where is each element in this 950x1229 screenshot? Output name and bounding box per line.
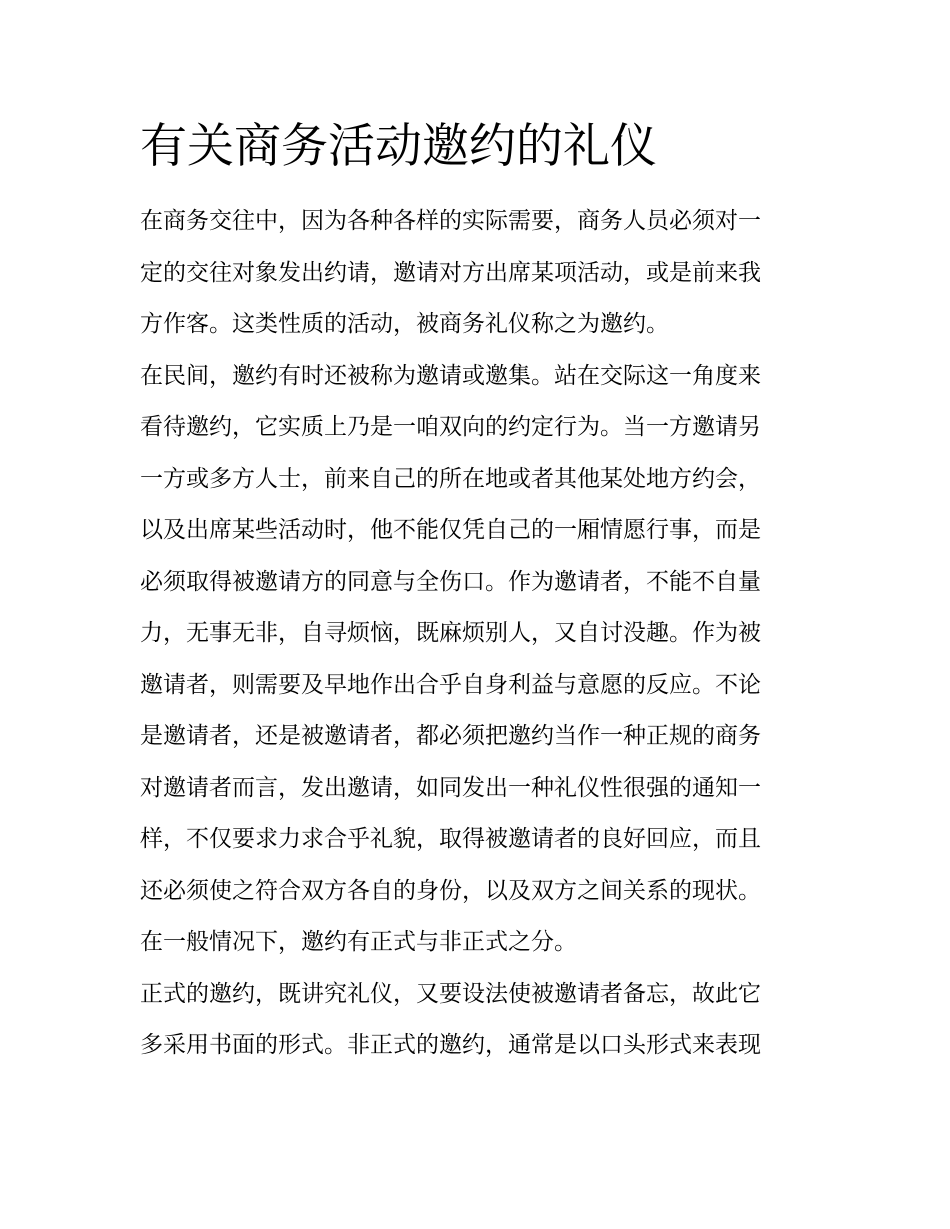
- text-line: 以及出席某些活动时，他不能仅凭自己的一厢情愿行事，而是: [140, 517, 761, 543]
- text-line: 定的交往对象发出约请，邀请对方出席某项活动，或是前来我: [140, 259, 761, 286]
- text-line: 看待邀约，它实质上乃是一咱双向的约定行为。当一方邀请另: [140, 414, 761, 440]
- paragraph-2: [140, 351, 812, 763]
- text-line: 在商务交往中，因为各种各样的实际需要，商务人员必须对一: [140, 208, 761, 234]
- text-line: 力，无事无非，自寻烦恼，既麻烦别人，又自讨没趣。作为被: [140, 620, 761, 646]
- paragraph-1: [140, 196, 812, 351]
- text-line: 多采用书面的形式。非正式的邀约，通常是以口头形式来表现: [140, 1032, 761, 1058]
- text-line: 在民间，邀约有时还被称为邀请或邀集。站在交际这一角度来: [140, 362, 761, 389]
- paragraph-4: [140, 917, 812, 969]
- text-line: 必须取得被邀请方的同意与全伤口。作为邀请者，不能不自量: [140, 568, 761, 595]
- text-line: 正式的邀约，既讲究礼仪，又要设法使被邀请者备忘，故此它: [140, 980, 761, 1007]
- text-line: 邀请者，则需要及早地作出合乎自身利益与意愿的反应。不论: [140, 671, 761, 698]
- text-line: 对邀请者而言，发出邀请，如同发出一种礼仪性很强的通知一: [140, 774, 761, 801]
- text-line: 还必须使之符合双方各自的身份，以及双方之间关系的现状。: [140, 877, 761, 904]
- text-line: 一方或多方人士，前来自己的所在地或者其他某处地方约会，: [140, 465, 761, 492]
- text-line: 方作客。这类性质的活动，被商务礼仪称之为邀约。: [140, 311, 669, 337]
- text-line: 在一般情况下，邀约有正式与非正式之分。: [140, 929, 577, 955]
- text-line: 样，不仅要求力求合乎礼貌，取得被邀请者的良好回应，而且: [140, 826, 761, 852]
- text-line: 是邀请者，还是被邀请者，都必须把邀约当作一种正规的商务: [140, 723, 761, 749]
- paragraph-3: [140, 763, 812, 918]
- document-body: [140, 196, 812, 1072]
- paragraph-5: [140, 969, 812, 1072]
- document-title: 有关商务活动邀约的礼仪: [140, 119, 657, 174]
